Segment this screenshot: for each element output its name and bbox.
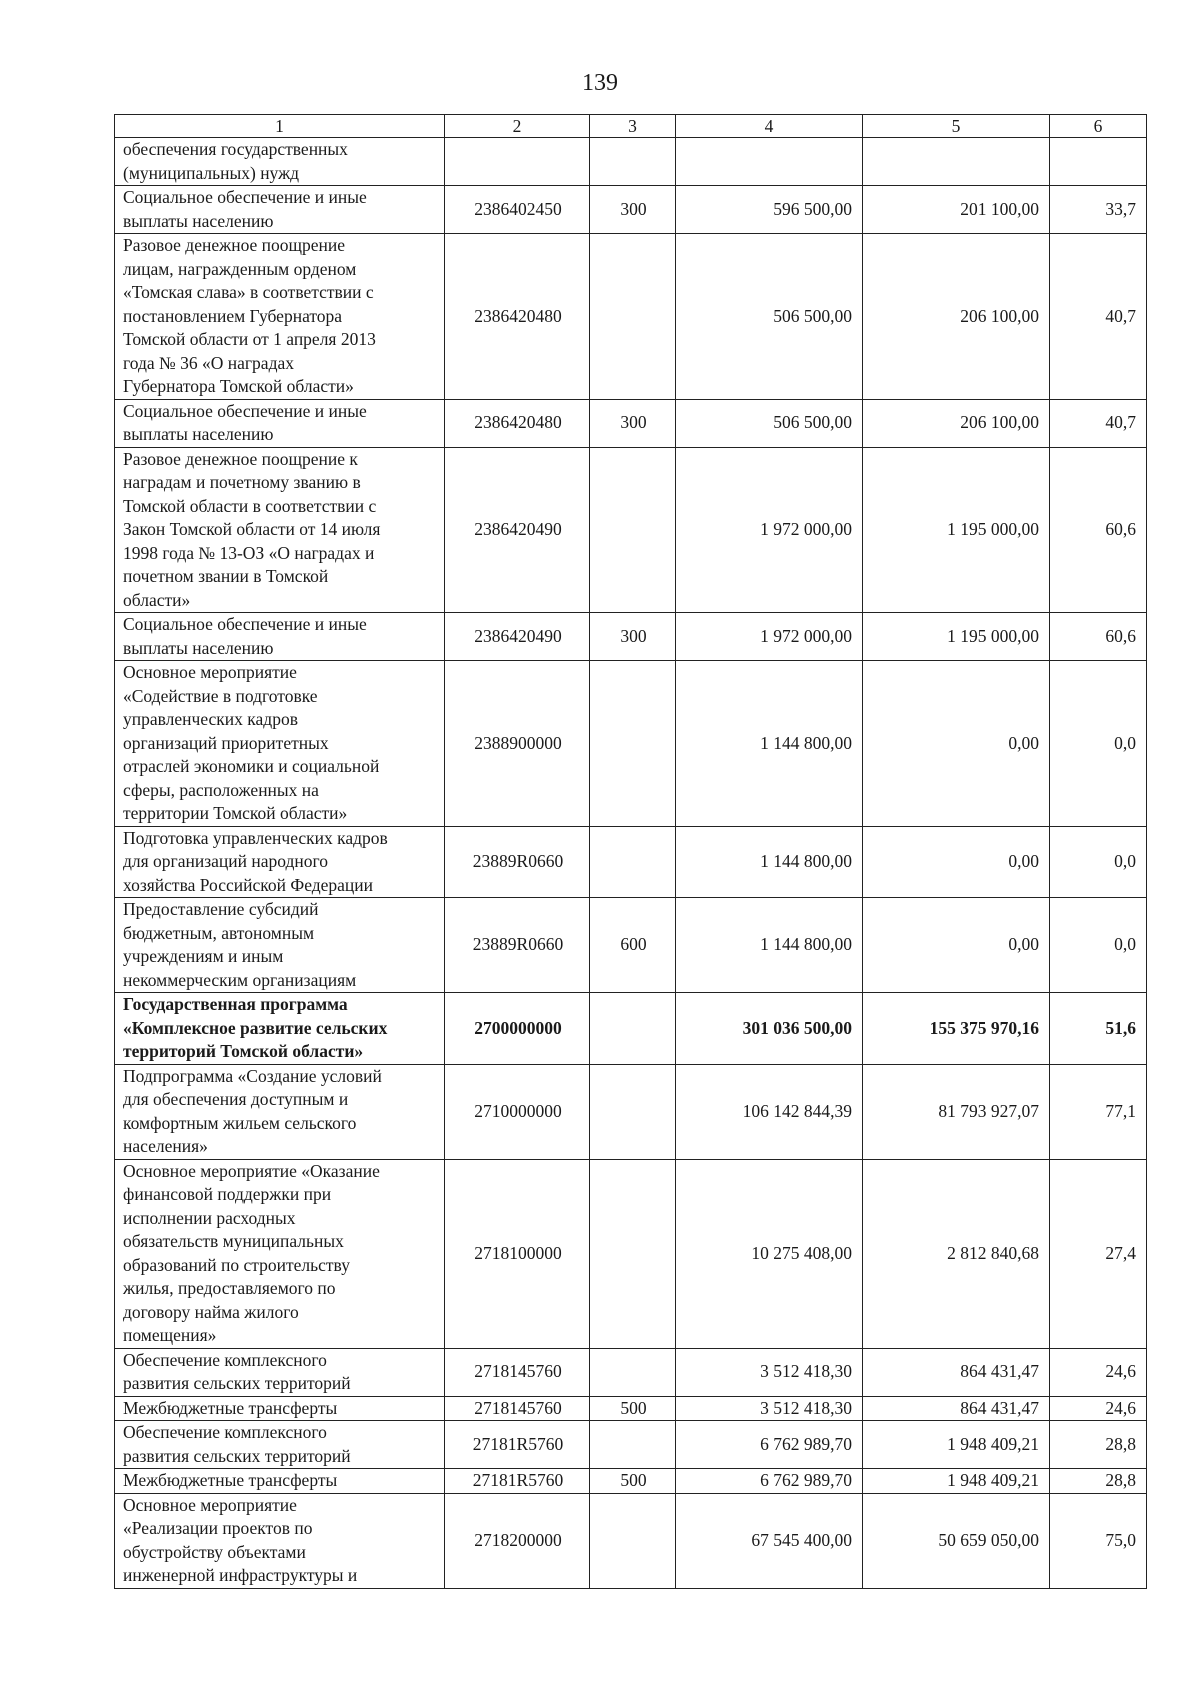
row-type-cell [590, 447, 676, 613]
row-percent-cell: 60,6 [1050, 613, 1147, 661]
row-percent-cell: 0,0 [1050, 898, 1147, 993]
row-plan-cell [676, 138, 863, 186]
row-percent-cell: 40,7 [1050, 399, 1147, 447]
table-row [115, 1493, 1147, 1588]
row-plan-cell: 506 500,00 [676, 234, 863, 400]
page-number: 139 [582, 70, 618, 96]
row-code-cell: 2386420480 [445, 399, 590, 447]
row-percent-cell: 40,7 [1050, 234, 1147, 400]
row-fact-cell [863, 138, 1050, 186]
row-type-cell [590, 138, 676, 186]
row-code-cell: 27181R5760 [445, 1469, 590, 1494]
header-cell: 5 [863, 115, 1050, 138]
row-percent-cell: 0,0 [1050, 826, 1147, 898]
header-cell: 1 [115, 115, 445, 138]
row-name-cell: Подпрограмма «Создание условий для обеспечения доступным и комфортным жильем сельского населения» [115, 1064, 445, 1159]
row-code-cell: 2700000000 [445, 993, 590, 1065]
row-type-cell: 600 [590, 898, 676, 993]
table-header-row [115, 115, 1147, 138]
row-name-cell: Основное мероприятие «Оказание финансовой поддержки при исполнении расходных обязательств муниципальных образований по строительству жилья, предоставляемого по договору найма жилого помещения» [115, 1159, 445, 1348]
row-name-cell: Предоставление субсидий бюджетным, автономным учреждениям и иным некоммерческим организациям [115, 898, 445, 993]
row-percent-cell: 51,6 [1050, 993, 1147, 1065]
row-name-cell: Обеспечение комплексного развития сельских территорий [115, 1348, 445, 1396]
row-type-cell [590, 1493, 676, 1588]
row-percent-cell: 27,4 [1050, 1159, 1147, 1348]
header-cell: 2 [445, 115, 590, 138]
row-type-cell: 500 [590, 1469, 676, 1494]
table-row [115, 1064, 1147, 1159]
row-name-cell: обеспечения государственных (муниципальных) нужд [115, 138, 445, 186]
row-percent-cell [1050, 138, 1147, 186]
table-row [115, 661, 1147, 827]
row-percent-cell: 75,0 [1050, 1493, 1147, 1588]
row-name-cell: Обеспечение комплексного развития сельских территорий [115, 1421, 445, 1469]
row-code-cell: 2718100000 [445, 1159, 590, 1348]
row-code-cell: 27181R5760 [445, 1421, 590, 1469]
row-type-cell: 500 [590, 1396, 676, 1421]
row-name-cell: Социальное обеспечение и иные выплаты населению [115, 186, 445, 234]
header-cell: 6 [1050, 115, 1147, 138]
row-plan-cell: 6 762 989,70 [676, 1469, 863, 1494]
row-fact-cell: 206 100,00 [863, 399, 1050, 447]
row-percent-cell: 60,6 [1050, 447, 1147, 613]
row-plan-cell: 106 142 844,39 [676, 1064, 863, 1159]
row-fact-cell: 0,00 [863, 661, 1050, 827]
row-plan-cell: 1 972 000,00 [676, 447, 863, 613]
row-name-cell: Разовое денежное поощрение лицам, награжденным орденом «Томская слава» в соответствии с постановлением Губернатора Томской области от 1 апреля 2013 года № 36 «О наградах Губернатора Томской области» [115, 234, 445, 400]
row-name-cell: Межбюджетные трансферты [115, 1469, 445, 1494]
row-code-cell: 2718200000 [445, 1493, 590, 1588]
row-plan-cell: 3 512 418,30 [676, 1348, 863, 1396]
row-code-cell: 2386420480 [445, 234, 590, 400]
row-type-cell [590, 661, 676, 827]
row-fact-cell: 81 793 927,07 [863, 1064, 1050, 1159]
row-code-cell: 2386402450 [445, 186, 590, 234]
table-row [115, 898, 1147, 993]
table-row [115, 186, 1147, 234]
row-name-cell: Социальное обеспечение и иные выплаты населению [115, 399, 445, 447]
row-code-cell [445, 138, 590, 186]
row-name-cell: Разовое денежное поощрение к наградам и почетному званию в Томской области в соответствии с Закон Томской области от 14 июля 1998 года № 13-ОЗ «О наградах и почетном звании в Томской области» [115, 447, 445, 613]
row-plan-cell: 1 144 800,00 [676, 826, 863, 898]
row-plan-cell: 3 512 418,30 [676, 1396, 863, 1421]
table-row [115, 234, 1147, 400]
row-name-cell: Социальное обеспечение и иные выплаты населению [115, 613, 445, 661]
row-fact-cell: 206 100,00 [863, 234, 1050, 400]
table-row [115, 399, 1147, 447]
table-row [115, 1348, 1147, 1396]
row-plan-cell: 6 762 989,70 [676, 1421, 863, 1469]
row-name-cell: Государственная программа «Комплексное развитие сельских территорий Томской области» [115, 993, 445, 1065]
row-name-cell: Основное мероприятие «Содействие в подготовке управленческих кадров организаций приоритетных отраслей экономики и социальной сферы, расположенных на территории Томской области» [115, 661, 445, 827]
table-row [115, 1421, 1147, 1469]
row-plan-cell: 1 144 800,00 [676, 898, 863, 993]
row-fact-cell: 1 948 409,21 [863, 1421, 1050, 1469]
header-cell: 3 [590, 115, 676, 138]
row-type-cell [590, 1421, 676, 1469]
row-code-cell: 2386420490 [445, 447, 590, 613]
row-fact-cell: 2 812 840,68 [863, 1159, 1050, 1348]
row-code-cell: 2718145760 [445, 1396, 590, 1421]
table-row [115, 447, 1147, 613]
row-fact-cell: 0,00 [863, 898, 1050, 993]
row-percent-cell: 28,8 [1050, 1421, 1147, 1469]
table-row [115, 1469, 1147, 1494]
row-type-cell: 300 [590, 399, 676, 447]
table-body [115, 115, 1147, 1589]
row-plan-cell: 596 500,00 [676, 186, 863, 234]
row-plan-cell: 506 500,00 [676, 399, 863, 447]
header-cell: 4 [676, 115, 863, 138]
row-name-cell: Межбюджетные трансферты [115, 1396, 445, 1421]
row-percent-cell: 28,8 [1050, 1469, 1147, 1494]
table-row [115, 993, 1147, 1065]
row-plan-cell: 301 036 500,00 [676, 993, 863, 1065]
row-plan-cell: 1 972 000,00 [676, 613, 863, 661]
row-plan-cell: 10 275 408,00 [676, 1159, 863, 1348]
row-type-cell: 300 [590, 613, 676, 661]
row-type-cell [590, 1159, 676, 1348]
row-type-cell [590, 1348, 676, 1396]
table-row [115, 1159, 1147, 1348]
row-fact-cell: 864 431,47 [863, 1348, 1050, 1396]
row-fact-cell: 864 431,47 [863, 1396, 1050, 1421]
row-type-cell [590, 1064, 676, 1159]
table-row [115, 613, 1147, 661]
row-code-cell: 2710000000 [445, 1064, 590, 1159]
row-percent-cell: 77,1 [1050, 1064, 1147, 1159]
row-name-cell: Подготовка управленческих кадров для организаций народного хозяйства Российской Федерации [115, 826, 445, 898]
row-code-cell: 2386420490 [445, 613, 590, 661]
row-code-cell: 2718145760 [445, 1348, 590, 1396]
row-type-cell: 300 [590, 186, 676, 234]
row-fact-cell: 1 195 000,00 [863, 613, 1050, 661]
row-code-cell: 23889R0660 [445, 898, 590, 993]
row-fact-cell: 0,00 [863, 826, 1050, 898]
row-percent-cell: 0,0 [1050, 661, 1147, 827]
row-fact-cell: 1 195 000,00 [863, 447, 1050, 613]
row-name-cell: Основное мероприятие «Реализации проектов по обустройству объектами инженерной инфраструктуры и [115, 1493, 445, 1588]
row-code-cell: 23889R0660 [445, 826, 590, 898]
budget-table [114, 114, 1147, 1589]
row-fact-cell: 1 948 409,21 [863, 1469, 1050, 1494]
table-row [115, 1396, 1147, 1421]
row-fact-cell: 155 375 970,16 [863, 993, 1050, 1065]
row-plan-cell: 1 144 800,00 [676, 661, 863, 827]
table-row [115, 826, 1147, 898]
row-percent-cell: 24,6 [1050, 1396, 1147, 1421]
row-plan-cell: 67 545 400,00 [676, 1493, 863, 1588]
row-type-cell [590, 826, 676, 898]
row-percent-cell: 24,6 [1050, 1348, 1147, 1396]
row-fact-cell: 201 100,00 [863, 186, 1050, 234]
row-fact-cell: 50 659 050,00 [863, 1493, 1050, 1588]
row-type-cell [590, 993, 676, 1065]
row-type-cell [590, 234, 676, 400]
row-code-cell: 2388900000 [445, 661, 590, 827]
table-row [115, 138, 1147, 186]
row-percent-cell: 33,7 [1050, 186, 1147, 234]
